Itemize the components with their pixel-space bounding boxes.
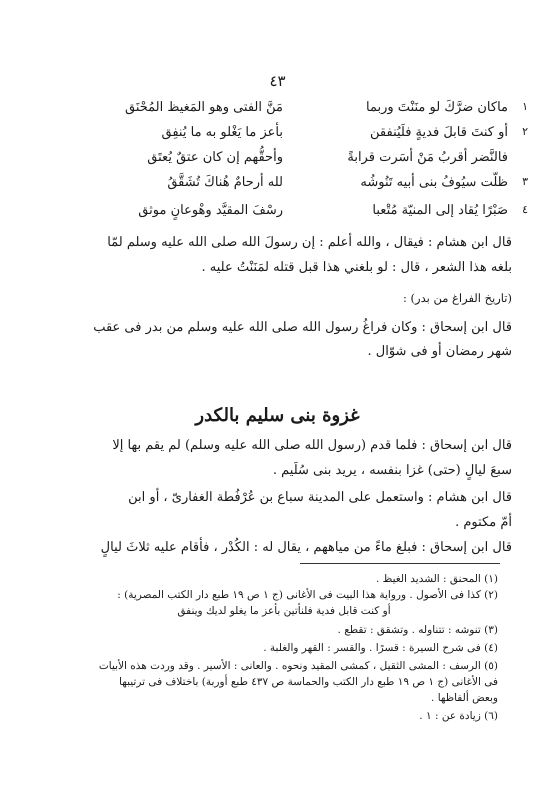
- verse-hemistich-second: لله أرحامٌ هُناكَ تُشَقَّقُ: [167, 175, 283, 190]
- paragraph-line: قال ابن إسحاق : وكان فراغُ رسول الله صلى الله عليه وسلم من بدر فى عقب: [93, 320, 512, 335]
- paragraph-line: قال ابن إسحاق : فلما قدم (رسول الله صلى الله عليه وسلم) لم يقم بها إلا: [112, 438, 512, 453]
- page-number: ٤٣: [269, 72, 286, 90]
- footnote-ref: ٤: [522, 203, 528, 216]
- paragraph-line: قال ابن هشام : فيقال ، والله أعلم : إن رسولَ الله صلى الله عليه وسلم لمّا: [107, 235, 512, 250]
- verse-hemistich-first: فالنَّضر أقربُ مَنْ أسَرت قرابةً: [347, 150, 508, 165]
- section-title: غزوة بنى سليم بالكدر: [195, 405, 360, 426]
- footnote-line: أو كنت قابل فدية فلنأتين بأعز ما يغلو لديك وينفق: [177, 605, 391, 617]
- paragraph-line: شهر رمضان أو فى شوّال .: [367, 344, 512, 359]
- paragraph-line: بلغه هذا الشعر ، قال : لو بلغني هذا قبل قتله لمَنَنْتُ عليه .: [201, 260, 512, 275]
- footnote-line: (٢) كذا فى الأصول . ورواية هذا البيت فى الأغانى (ج ١ ص ١٩ طبع دار الكتب المصرية) :: [117, 589, 498, 601]
- footnote-ref: ٣: [522, 175, 528, 188]
- verse-hemistich-second: رسْفَ المقيَّد وهْوعانٍ موثق: [138, 203, 283, 218]
- paragraph-line: أمّ مكتوم .: [455, 515, 512, 530]
- footnote-line: (٥) الرسف : المشى الثقيل ، كمشى المقيد ونحوه . والعانى : الأسير . وقد وردت هذه الأبيات: [98, 660, 498, 672]
- verse-line: [88, 125, 528, 147]
- verse-hemistich-first: أو كنتَ قابلَ فديةٍ فلَيُنفقن: [370, 125, 508, 140]
- verse-hemistich-second: مَنَّ الفتى وهو المَغيظ المُحْنَق: [124, 100, 283, 115]
- verse-hemistich-second: وأحقُّهم إن كان عتقٌ يُعتَق: [147, 150, 283, 165]
- verse-hemistich-second: بأعز ما يَغْلو به ما يُنفِق: [161, 125, 283, 140]
- paragraph-line: قال ابن هشام : واستعمل على المدينة سباع بن عُرْفُطة الغفارىّ ، أو ابن: [128, 490, 512, 505]
- footnote-line: (٣) تنوشه : تتناوله . وتشقق : تقطع .: [337, 624, 498, 636]
- verse-line: [88, 150, 508, 172]
- footnote-line: (٤) فى شرح السيرة : قسرًا . والقسر : القهر والغلبة .: [263, 642, 498, 654]
- footnote-line: (٦) زيادة عن : ١ .: [419, 710, 498, 722]
- footnote-line: فى الأغانى (ج ١ ص ١٩ طبع دار الكتب والحماسة ص ٤٣٧ طبع أوربة) باختلاف فى ترتيبها: [119, 676, 498, 688]
- paragraph-line: قال ابن إسحاق : فبلغ ماءً من مياههم ، يقال له : الكُدْر ، فأقام عليه ثلاثَ ليالٍ: [100, 540, 512, 555]
- footnote-ref: ١: [522, 100, 528, 113]
- verse-line: [88, 175, 528, 197]
- verse-hemistich-first: ظلّت سيُوفُ بنى أبيه تَنُوشُه: [360, 175, 508, 190]
- verse-hemistich-first: صَبْرًا يُقاد إلى المنيّة مُتْعبا: [372, 203, 508, 218]
- verse-line: [88, 100, 528, 122]
- paragraph-line: سبعَ ليالٍ (حتى) غزا بنفسه ، يريد بنى سُلَيم .: [272, 463, 512, 478]
- footnote-line: (١) المحنق : الشديد الغيظ .: [375, 573, 498, 585]
- subheading: (تاريخ الفراغ من بدر) :: [403, 291, 512, 305]
- footnote-divider: [300, 563, 500, 564]
- verse-hemistich-first: ماكان ضرَّكَ لو منَنْتَ وربما: [366, 100, 508, 115]
- footnote-line: وبعض ألفاظها .: [431, 692, 498, 704]
- footnote-ref: ٢: [522, 125, 528, 138]
- verse-line: [88, 203, 528, 225]
